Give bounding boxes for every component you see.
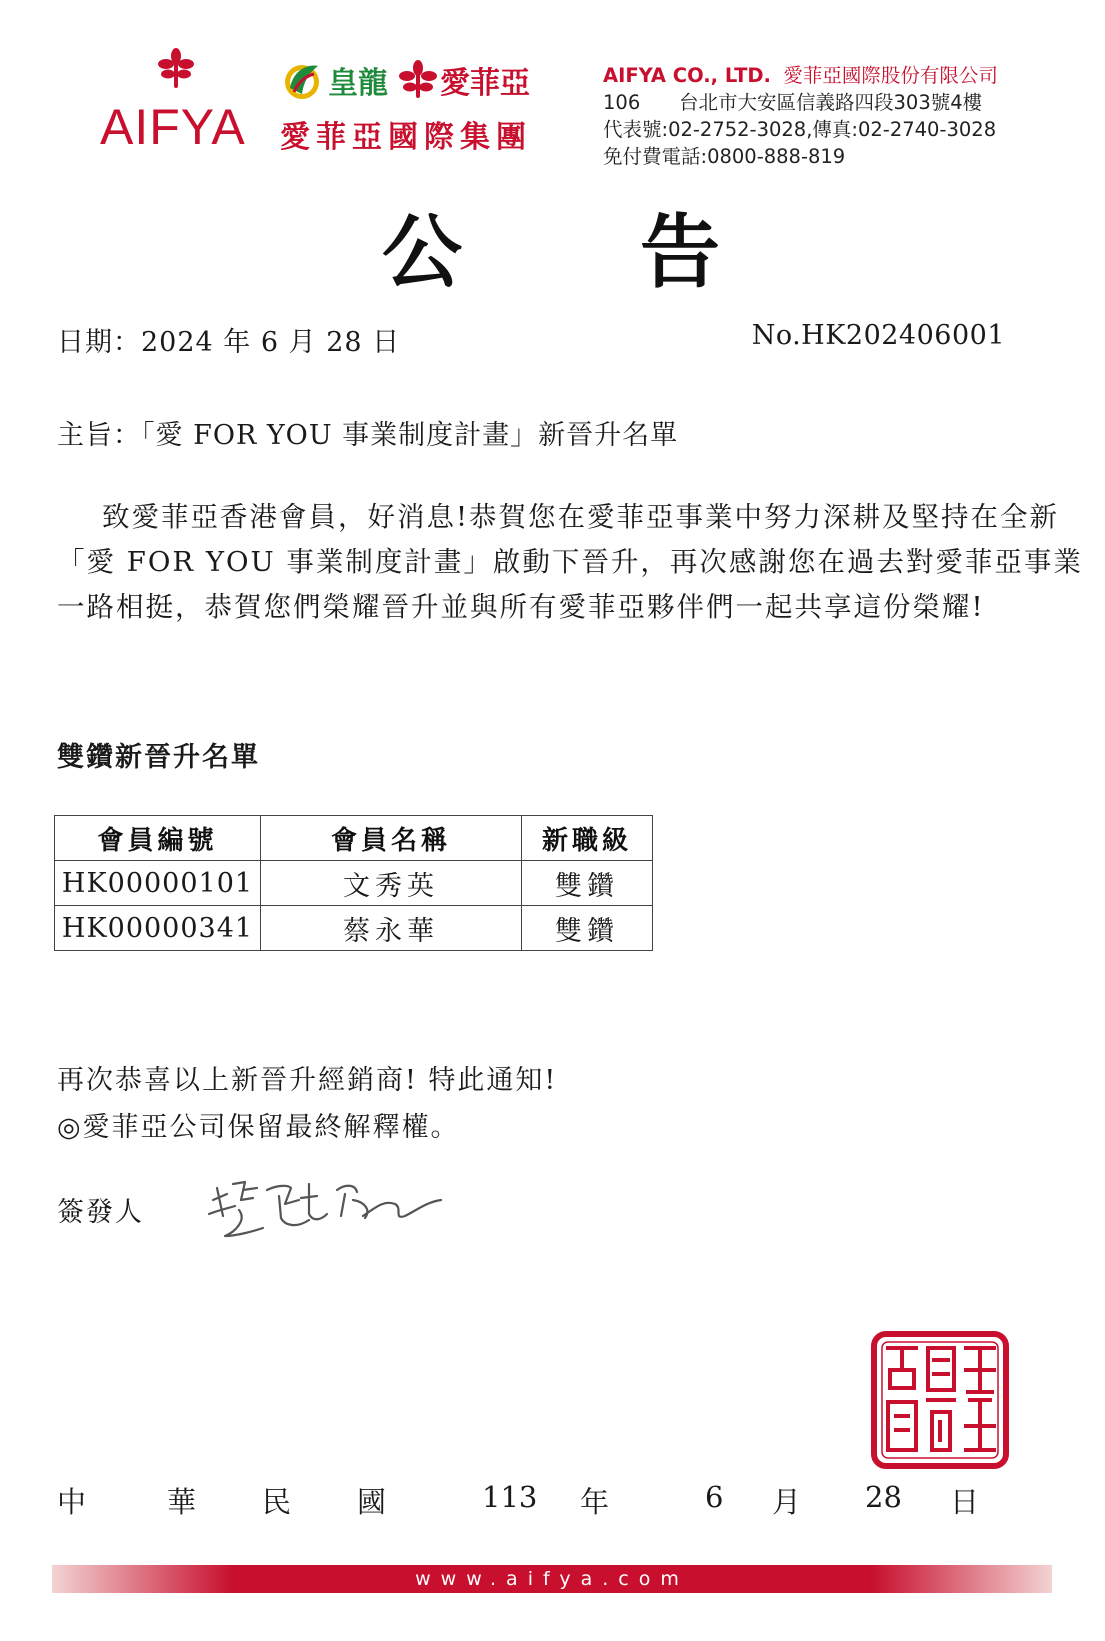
roc-day-unit: 日 <box>950 1485 980 1519</box>
aifeiya-flower-icon <box>398 60 438 100</box>
address: 台北市大安區信義路四段303號4樓 <box>679 91 983 114</box>
group-name: 愛菲亞國際集團 <box>280 120 532 155</box>
col-member-id: 會員編號 <box>55 816 261 861</box>
footer-url[interactable]: www.aifya.com <box>415 1568 689 1590</box>
roc-char-2: 華 <box>167 1485 197 1519</box>
roc-char-1: 中 <box>57 1485 87 1519</box>
brand-huanglong: 皇龍 <box>328 66 388 101</box>
roc-year-unit: 年 <box>580 1485 610 1519</box>
roc-char-4: 國 <box>357 1485 387 1519</box>
member-rank: 雙鑽 <box>522 906 653 951</box>
group-logo <box>280 58 580 158</box>
footer-bar <box>52 1565 1052 1593</box>
member-name: 蔡永華 <box>261 906 522 951</box>
member-rank: 雙鑽 <box>522 861 653 906</box>
company-name-row <box>603 62 998 89</box>
table-row <box>55 861 653 906</box>
postal-code: 106 <box>603 91 641 114</box>
promotion-table <box>54 815 653 951</box>
closing-disclaimer: ◎愛菲亞公司保留最終解釋權。 <box>57 1112 460 1143</box>
roc-month-unit: 月 <box>772 1485 802 1519</box>
roc-month: 6 <box>705 1480 724 1514</box>
title-char-1: 公 <box>382 205 462 299</box>
letterhead <box>0 0 1105 180</box>
document-date: 日期：2024 年 6 月 28 日 <box>57 327 401 358</box>
table-row <box>55 906 653 951</box>
body-paragraph: 致愛菲亞香港會員，好消息!恭賀您在愛菲亞事業中努力深耕及堅持在全新「愛 FOR YOU 事業制度計畫」啟動下晉升，再次感謝您在過去對愛菲亞事業一路相挺，恭賀您們榮耀晉升並與所有愛菲亞夥伴們一起共享這份榮耀! <box>57 501 1083 623</box>
company-seal <box>870 1330 1010 1470</box>
roc-year: 113 <box>482 1480 538 1514</box>
brand-row <box>280 58 530 102</box>
aifya-logo <box>100 48 255 158</box>
roc-day: 28 <box>865 1480 902 1514</box>
company-name-cn: 愛菲亞國際股份有限公司 <box>783 64 998 87</box>
closing-congrats: 再次恭喜以上新晉升經銷商! 特此通知! <box>57 1065 558 1096</box>
roc-char-3: 民 <box>262 1485 292 1519</box>
aifya-wordmark: AIFYA <box>100 99 246 155</box>
company-info <box>603 62 998 170</box>
handwritten-signature <box>205 1170 445 1250</box>
member-name: 文秀英 <box>261 861 522 906</box>
member-id: HK00000341 <box>55 906 261 951</box>
title-char-2: 告 <box>640 205 720 299</box>
phone-fax: 代表號:02-2752-3028,傳真:02-2740-3028 <box>603 118 997 141</box>
subject-line: 主旨：「愛 FOR YOU 事業制度計畫」新晉升名單 <box>57 420 679 451</box>
aifya-flower-icon <box>156 48 196 90</box>
col-new-rank: 新職級 <box>522 816 653 861</box>
brand-aifeiya: 愛菲亞 <box>440 66 530 101</box>
signer-label: 簽發人 <box>57 1197 144 1228</box>
company-name-en: AIFYA CO., LTD. <box>603 64 771 87</box>
address-row <box>603 89 998 116</box>
huanglong-emblem-icon <box>280 58 326 102</box>
promotion-list-heading: 雙鑽新晉升名單 <box>57 742 260 773</box>
member-id: HK00000101 <box>55 861 261 906</box>
col-member-name: 會員名稱 <box>261 816 522 861</box>
document-title <box>0 202 1105 302</box>
document-number: No.HK202406001 <box>751 320 1005 351</box>
toll-free-phone: 免付費電話:0800-888-819 <box>603 145 846 168</box>
table-header-row <box>55 816 653 861</box>
